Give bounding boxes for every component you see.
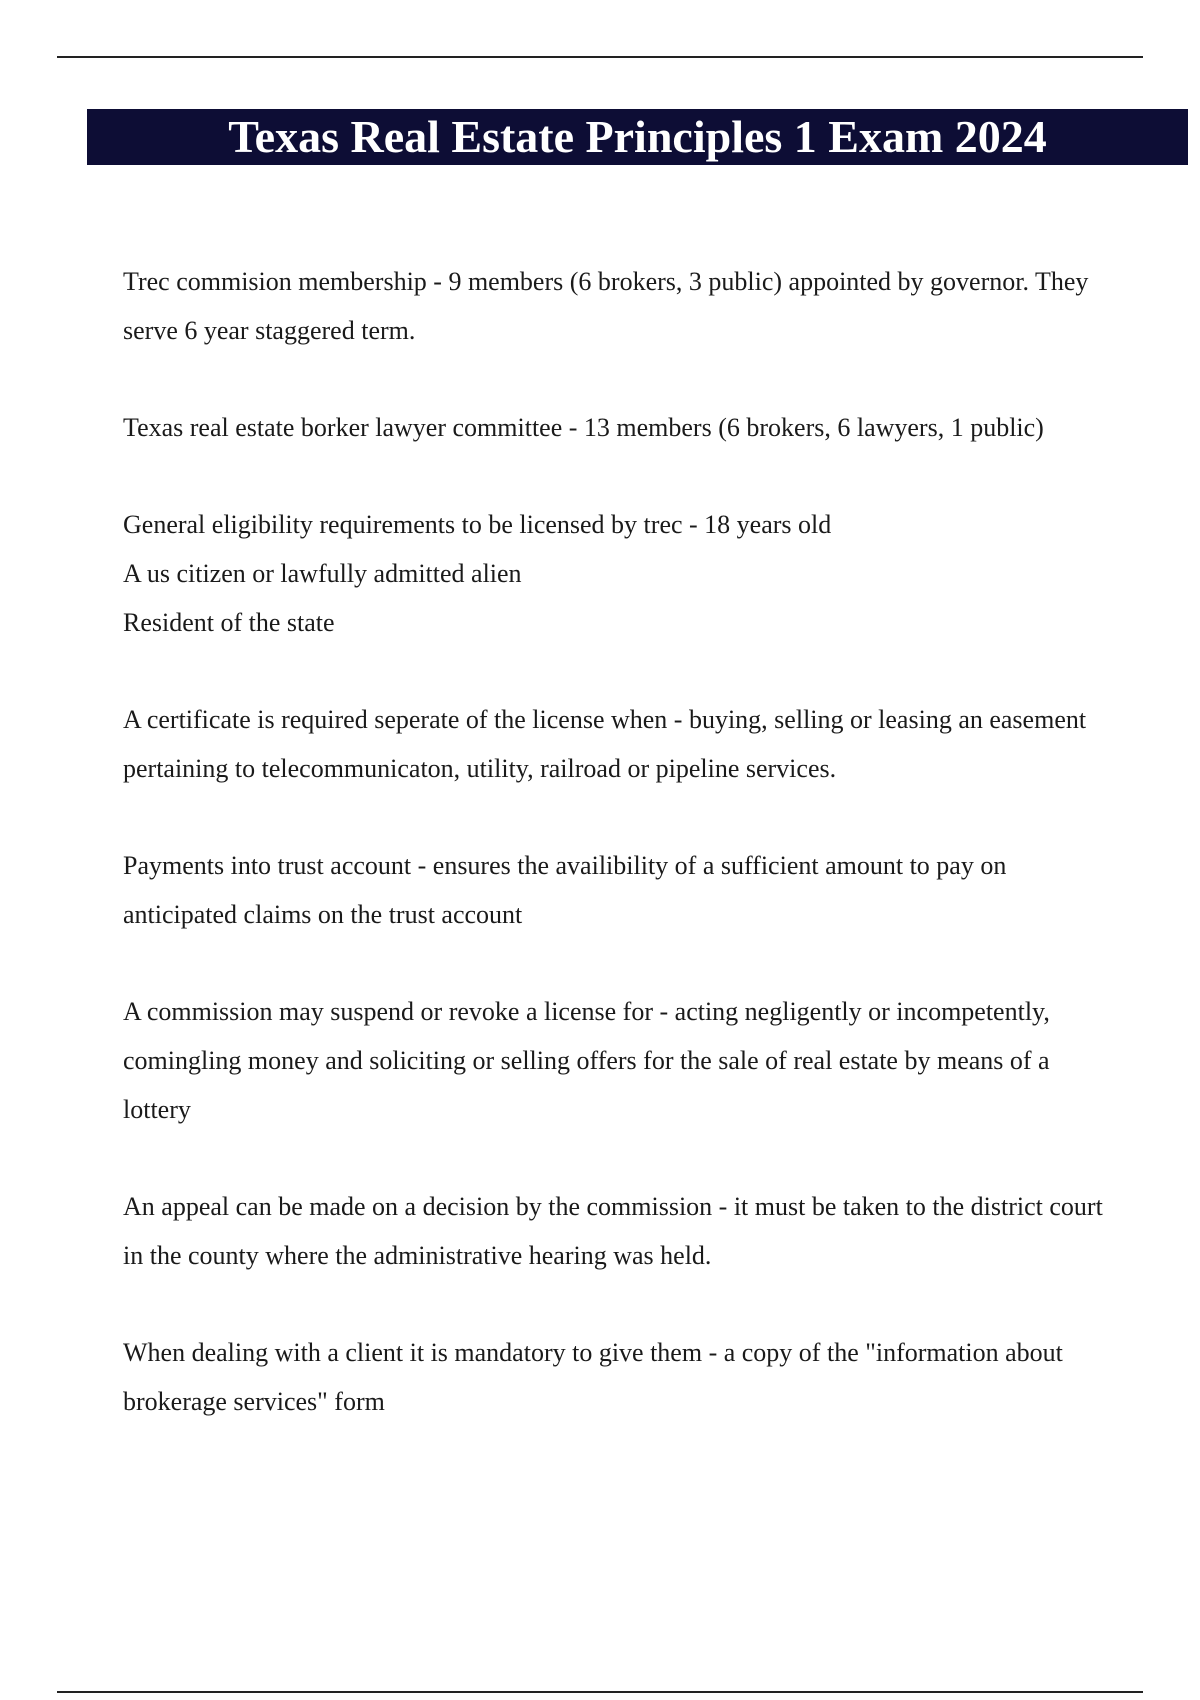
- top-rule: [57, 56, 1143, 58]
- entry-line: Trec commision membership - 9 members (6 brokers, 3 public) appointed by governor. They: [123, 267, 1089, 296]
- flashcard-entry: [123, 1328, 1193, 1426]
- flashcard-entry: [123, 695, 1193, 793]
- entry-line: An appeal can be made on a decision by the commission - it must be taken to the district court: [123, 1192, 1103, 1221]
- title-banner: [87, 109, 1188, 165]
- entry-line: A commission may suspend or revoke a license for - acting negligently or incompetently,: [123, 997, 1050, 1026]
- entry-line: comingling money and soliciting or selling offers for the sale of real estate by means of a: [123, 1046, 1050, 1075]
- entry-line: Texas real estate borker lawyer committee - 13 members (6 brokers, 6 lawyers, 1 public): [123, 413, 1044, 442]
- entry-line: General eligibility requirements to be licensed by trec - 18 years old: [123, 510, 832, 539]
- flashcard-entry: [123, 841, 1193, 939]
- entry-line: Payments into trust account - ensures the availibility of a sufficient amount to pay on: [123, 851, 1007, 880]
- flashcard-entry: [123, 257, 1193, 355]
- entry-line: A certificate is required seperate of the license when - buying, selling or leasing an easement: [123, 705, 1087, 734]
- flashcard-list: [123, 257, 1193, 1474]
- entry-line: serve 6 year staggered term.: [123, 316, 416, 345]
- entry-line: When dealing with a client it is mandatory to give them - a copy of the "information about: [123, 1338, 1063, 1367]
- entry-line: A us citizen or lawfully admitted alien: [123, 559, 522, 588]
- entry-line: lottery: [123, 1095, 191, 1124]
- flashcard-entry: [123, 500, 1193, 647]
- flashcard-entry: [123, 403, 1193, 452]
- entry-line: pertaining to telecommunicaton, utility, railroad or pipeline services.: [123, 754, 837, 783]
- entry-line: in the county where the administrative hearing was held.: [123, 1241, 712, 1270]
- flashcard-entry: [123, 987, 1193, 1134]
- entry-line: brokerage services" form: [123, 1387, 385, 1416]
- document-title: Texas Real Estate Principles 1 Exam 2024: [228, 111, 1047, 162]
- bottom-rule: [57, 1691, 1143, 1693]
- flashcard-entry: [123, 1182, 1193, 1280]
- entry-line: Resident of the state: [123, 608, 335, 637]
- entry-line: anticipated claims on the trust account: [123, 900, 523, 929]
